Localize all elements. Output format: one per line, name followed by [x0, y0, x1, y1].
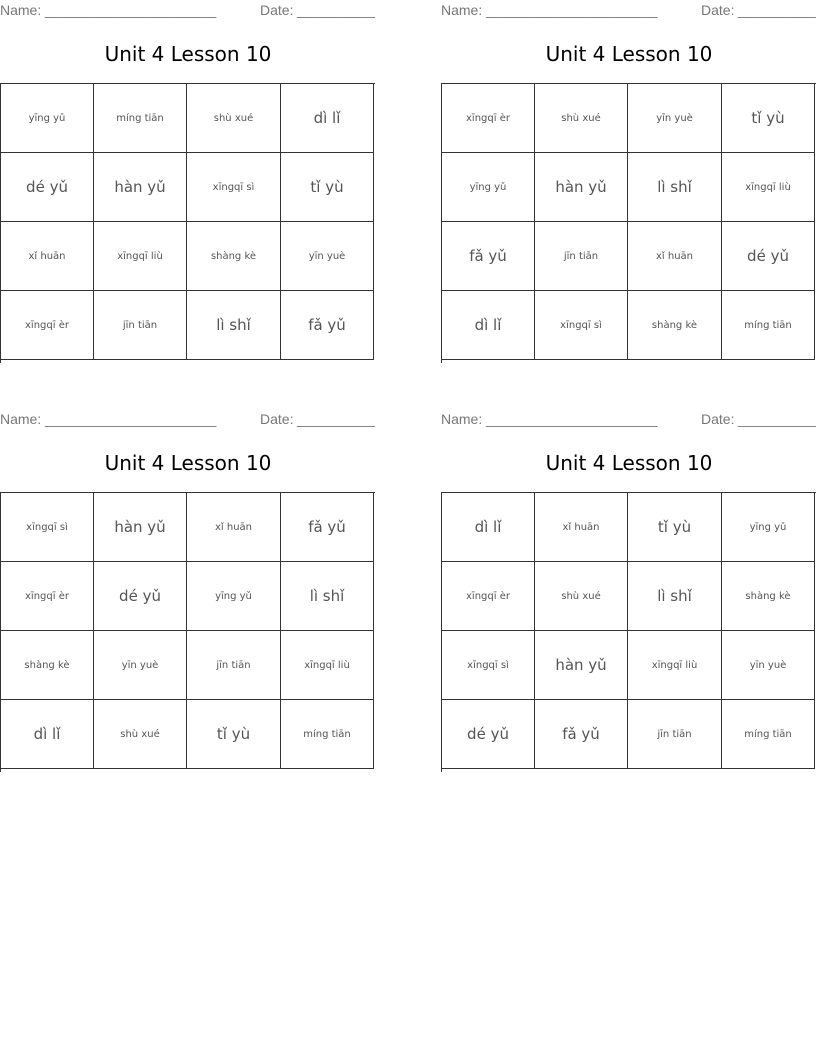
bingo-cell: fǎ yǔ [281, 291, 374, 360]
bingo-cell: jīn tiān [535, 222, 628, 291]
bingo-cell: hàn yǔ [94, 493, 187, 562]
date-blank: __________ [738, 411, 816, 427]
bingo-cell: xīngqī sì [442, 631, 535, 700]
bingo-grid [0, 492, 375, 772]
date-blank: __________ [297, 411, 375, 427]
name-label: Name: [0, 2, 42, 18]
bingo-cell: dì lǐ [1, 700, 94, 769]
name-label: Name: [441, 2, 483, 18]
bingo-cell: xǐ huān [535, 493, 628, 562]
bingo-cell: xīngqī liù [281, 631, 374, 700]
name-blank: ______________________ [486, 2, 658, 18]
name-blank: ______________________ [45, 2, 217, 18]
bingo-cell: shù xué [94, 700, 187, 769]
bingo-cell: jīn tiān [628, 700, 722, 769]
bingo-cell: tǐ yù [722, 84, 815, 153]
bingo-cell: míng tiān [722, 291, 815, 360]
bingo-cell: xīngqī sì [1, 493, 94, 562]
bingo-cell: tǐ yù [281, 153, 374, 222]
bingo-cell: yīng yǔ [442, 153, 535, 222]
date-label: Date: [701, 411, 735, 427]
bingo-cell: shàng kè [628, 291, 722, 360]
bingo-cell: xīngqī èr [1, 291, 94, 360]
date-label: Date: [260, 2, 294, 18]
name-date-row [441, 0, 816, 22]
bingo-cell: xīngqī liù [722, 153, 815, 222]
bingo-cell: hàn yǔ [535, 153, 628, 222]
card-title: Unit 4 Lesson 10 [104, 42, 272, 66]
bingo-cell: míng tiān [94, 84, 187, 153]
card-title: Unit 4 Lesson 10 [545, 451, 713, 475]
bingo-cell: tǐ yù [187, 700, 281, 769]
bingo-cell: dé yǔ [94, 562, 187, 631]
bingo-cell: shàng kè [187, 222, 281, 291]
bingo-cell: yīn yuè [281, 222, 374, 291]
bingo-cell: xǐ huān [628, 222, 722, 291]
bingo-cell: fǎ yǔ [535, 700, 628, 769]
bingo-cell: hàn yǔ [94, 153, 187, 222]
bingo-cell: yīng yǔ [722, 493, 815, 562]
bingo-cell: xīngqī liù [628, 631, 722, 700]
bingo-cell: xǐ huān [1, 222, 94, 291]
bingo-cell: shù xué [535, 562, 628, 631]
bingo-cell: yīng yǔ [1, 84, 94, 153]
bingo-cell: míng tiān [281, 700, 374, 769]
bingo-cell: xǐ huān [187, 493, 281, 562]
bingo-cell: shàng kè [1, 631, 94, 700]
card-title: Unit 4 Lesson 10 [545, 42, 713, 66]
date-blank: __________ [297, 2, 375, 18]
name-blank: ______________________ [486, 411, 658, 427]
date-label: Date: [260, 411, 294, 427]
name-date-row [0, 0, 376, 22]
bingo-cell: fǎ yǔ [281, 493, 374, 562]
bingo-cell: xīngqī sì [535, 291, 628, 360]
bingo-cell: míng tiān [722, 700, 815, 769]
bingo-grid [441, 83, 816, 363]
bingo-cell: lì shǐ [628, 153, 722, 222]
bingo-cell: dé yǔ [1, 153, 94, 222]
bingo-cell: yīng yǔ [187, 562, 281, 631]
bingo-cell: shù xué [187, 84, 281, 153]
bingo-cell: xīngqī liù [94, 222, 187, 291]
bingo-cell: dé yǔ [442, 700, 535, 769]
bingo-cell: xīngqī èr [442, 562, 535, 631]
date-blank: __________ [738, 2, 816, 18]
bingo-card-3 [0, 409, 376, 743]
name-date-row [441, 409, 816, 431]
bingo-cell: shù xué [535, 84, 628, 153]
bingo-cell: xīngqī èr [1, 562, 94, 631]
bingo-cell: tǐ yù [628, 493, 722, 562]
name-blank: ______________________ [45, 411, 217, 427]
bingo-cell: hàn yǔ [535, 631, 628, 700]
bingo-cell: jīn tiān [94, 291, 187, 360]
bingo-cell: lì shǐ [281, 562, 374, 631]
bingo-cell: dì lǐ [442, 291, 535, 360]
bingo-cell: jīn tiān [187, 631, 281, 700]
name-date-row [0, 409, 376, 431]
card-title: Unit 4 Lesson 10 [104, 451, 272, 475]
bingo-cell: xīngqī èr [442, 84, 535, 153]
name-label: Name: [0, 411, 42, 427]
bingo-cell: fǎ yǔ [442, 222, 535, 291]
bingo-card-1 [0, 0, 376, 334]
bingo-cell: dì lǐ [442, 493, 535, 562]
bingo-cell: shàng kè [722, 562, 815, 631]
bingo-cell: dì lǐ [281, 84, 374, 153]
bingo-card-2 [441, 0, 816, 334]
bingo-cell: lì shǐ [187, 291, 281, 360]
bingo-grid [0, 83, 375, 363]
bingo-cell: yīn yuè [94, 631, 187, 700]
bingo-cell: lì shǐ [628, 562, 722, 631]
bingo-card-4 [441, 409, 816, 743]
bingo-grid [441, 492, 816, 772]
bingo-cell: yīn yuè [722, 631, 815, 700]
bingo-cell: xīngqī sì [187, 153, 281, 222]
date-label: Date: [701, 2, 735, 18]
bingo-cell: dé yǔ [722, 222, 815, 291]
bingo-cell: yīn yuè [628, 84, 722, 153]
name-label: Name: [441, 411, 483, 427]
